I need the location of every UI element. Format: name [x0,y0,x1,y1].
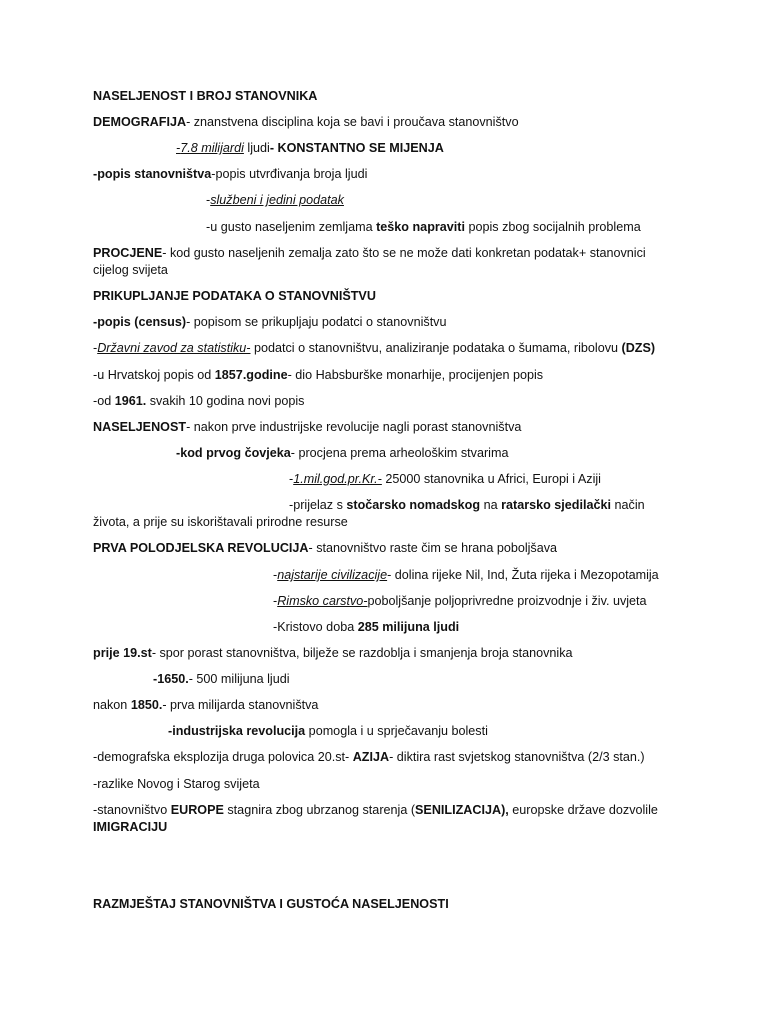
dense-line: -u gusto naseljenim zemljama teško napraviti popis zbog socijalnih problema [206,220,641,234]
collect-title: PRIKUPLJANJE PODATAKA O STANOVNIŠTVU [93,289,376,303]
christ-line: -Kristovo doba 285 milijuna ljudi [273,620,460,634]
rome-line: -Rimsko carstvo-poboljšanje poljoprivredne proizvodnje i živ. uvjeta [273,594,647,608]
transition-continuation: života, a prije su iskorištavali prirodne resurse [93,515,348,529]
million-line: -1.mil.god.pr.Kr.- 25000 stanovnika u Africi, Europi i Aziji [289,472,601,486]
civilizations-line: -najstarije civilizacije- dolina rijeke Nil, Ind, Žuta rijeka i Mezopotamija [273,568,659,582]
transition-line: -prijelaz s stočarsko nomadskog na ratarsko sjedilački način [289,498,645,512]
firstman-line: -kod prvog čovjeka- procjena prema arheološkim stvarima [176,446,509,460]
since1961-line: -od 1961. svakih 10 godina novi popis [93,394,305,408]
worlds-line: -razlike Novog i Starog svijeta [93,777,260,791]
pre19-line: prije 19.st- spor porast stanovništva, bilježe se razdoblja i smanjenja broja stanovnika [93,646,573,660]
y1650-line: -1650.- 500 milijuna ljudi [153,672,290,686]
europe-paragraph: -stanovništvo EUROPE stagnira zbog ubrzanog starenja (SENILIZACIJA), europske države dozvolile IMIGRACIJU [93,803,658,834]
billions-line: -7.8 milijardi ljudi- KONSTANTNO SE MIJENJA [176,141,444,155]
official-line: -službeni i jedini podatak [206,193,344,207]
after1850-line: nakon 1850.- prva milijarda stanovništva [93,698,319,712]
estimates-paragraph: PROCJENE- kod gusto naseljenih zemalja zato što se ne može dati konkretan podatak+ stanovnici cijelog svijeta [93,246,646,277]
naseljenost-line: NASELJENOST- nakon prve industrijske revolucije nagli porast stanovništva [93,420,522,434]
demografija-line: DEMOGRAFIJA- znanstvena disciplina koja se bavi i proučava stanovništvo [93,115,519,129]
dzs-line: -Državni zavod za statistiku- podatci o stanovništvu, analiziranje podataka o šumama, ribolovu (DZS) [93,341,656,355]
popis-line: -popis (census)- popisom se prikupljaju podatci o stanovništvu [93,315,447,329]
croatia-line: -u Hrvatskoj popis od 1857.godine- dio Habsburške monarhije, procijenjen popis [93,368,544,382]
page-title: NASELJENOST I BROJ STANOVNIKA [93,89,318,103]
section-title: RAZMJEŠTAJ STANOVNIŠTVA I GUSTOĆA NASELJENOSTI [93,897,449,911]
agri-revolution-line: PRVA POLODJELSKA REVOLUCIJA- stanovništvo raste čim se hrana poboljšava [93,541,558,555]
census-line: -popis stanovništva-popis utvrđivanja broja ljudi [93,167,368,181]
industrial-line: -industrijska revolucija pomogla i u sprječavanju bolesti [168,724,488,738]
explosion-line: -demografska eksplozija druga polovica 20.st- AZIJA- diktira rast svjetskog stanovništva (2/3 stan.) [93,750,645,764]
